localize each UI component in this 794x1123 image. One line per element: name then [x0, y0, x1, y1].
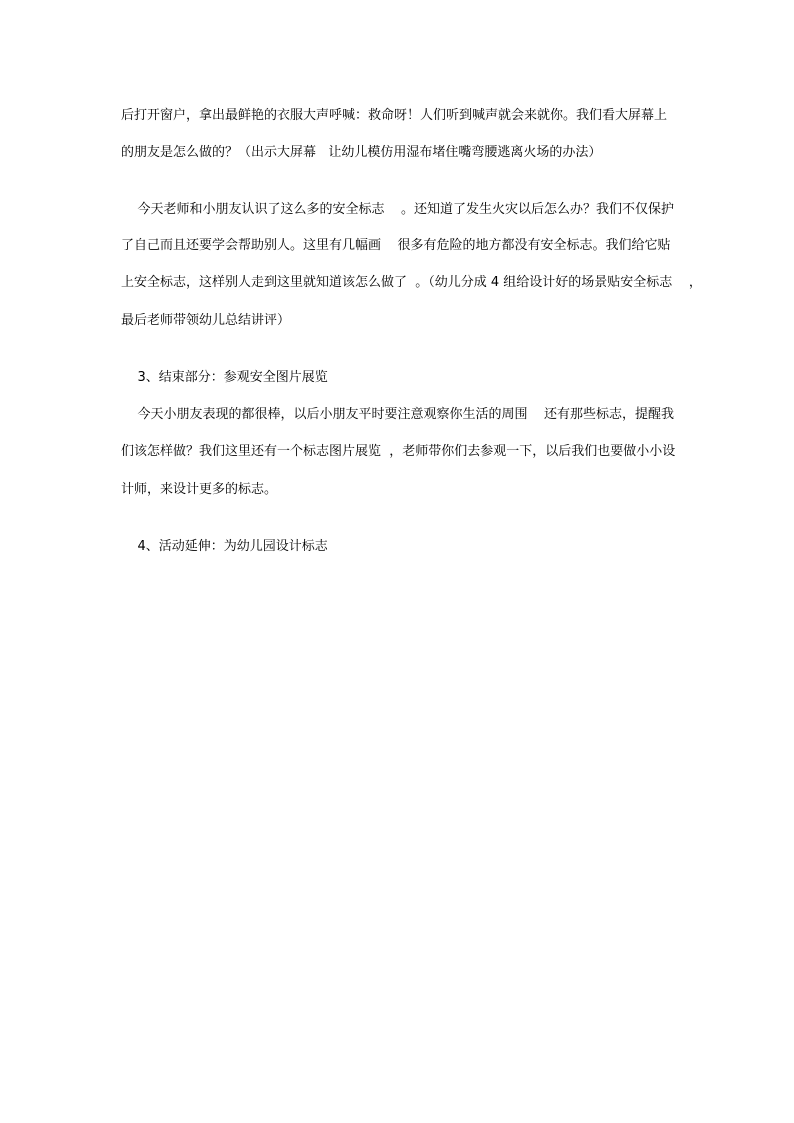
- text-line: 后打开窗户，拿出最鲜艳的衣服大声呼喊：救命呀！人们听到喊声就会来就你。我们看大屏幕上: [121, 108, 668, 123]
- text-line: 今天老师和小朋友认识了这么多的安全标志 。还知道了发生火灾以后怎么办？我们不仅保护: [121, 202, 675, 217]
- text-line: 了自己而且还要学会帮助别人。这里有几幅画 很多有危险的地方都没有安全标志。我们给它贴: [121, 238, 671, 253]
- text-line: 上安全标志，这样别人走到这里就知道该怎么做了 。（幼儿分成 4 组给设计好的场景贴安全标志 ，: [121, 275, 702, 290]
- text-line: 今天小朋友表现的都很棒，以后小朋友平时要注意观察你生活的周围 还有那些标志，提醒我: [121, 407, 675, 422]
- text-line: 们该怎样做？我们这里还有一个标志图片展览 ，老师带你们去参观一下，以后我们也要做小小设: [121, 444, 676, 459]
- text-line: 的朋友是怎么做的？（出示大屏幕 让幼儿模仿用湿布堵住嘴弯腰逃离火场的办法）: [121, 145, 602, 160]
- section-heading: 4、活动延伸：为幼儿园设计标志: [121, 539, 328, 554]
- text-line: 最后老师带领幼儿总结讲评）: [121, 313, 291, 328]
- text-line: 计师，来设计更多的标志。: [121, 482, 278, 497]
- section-heading: 3、结束部分：参观安全图片展览: [121, 370, 328, 385]
